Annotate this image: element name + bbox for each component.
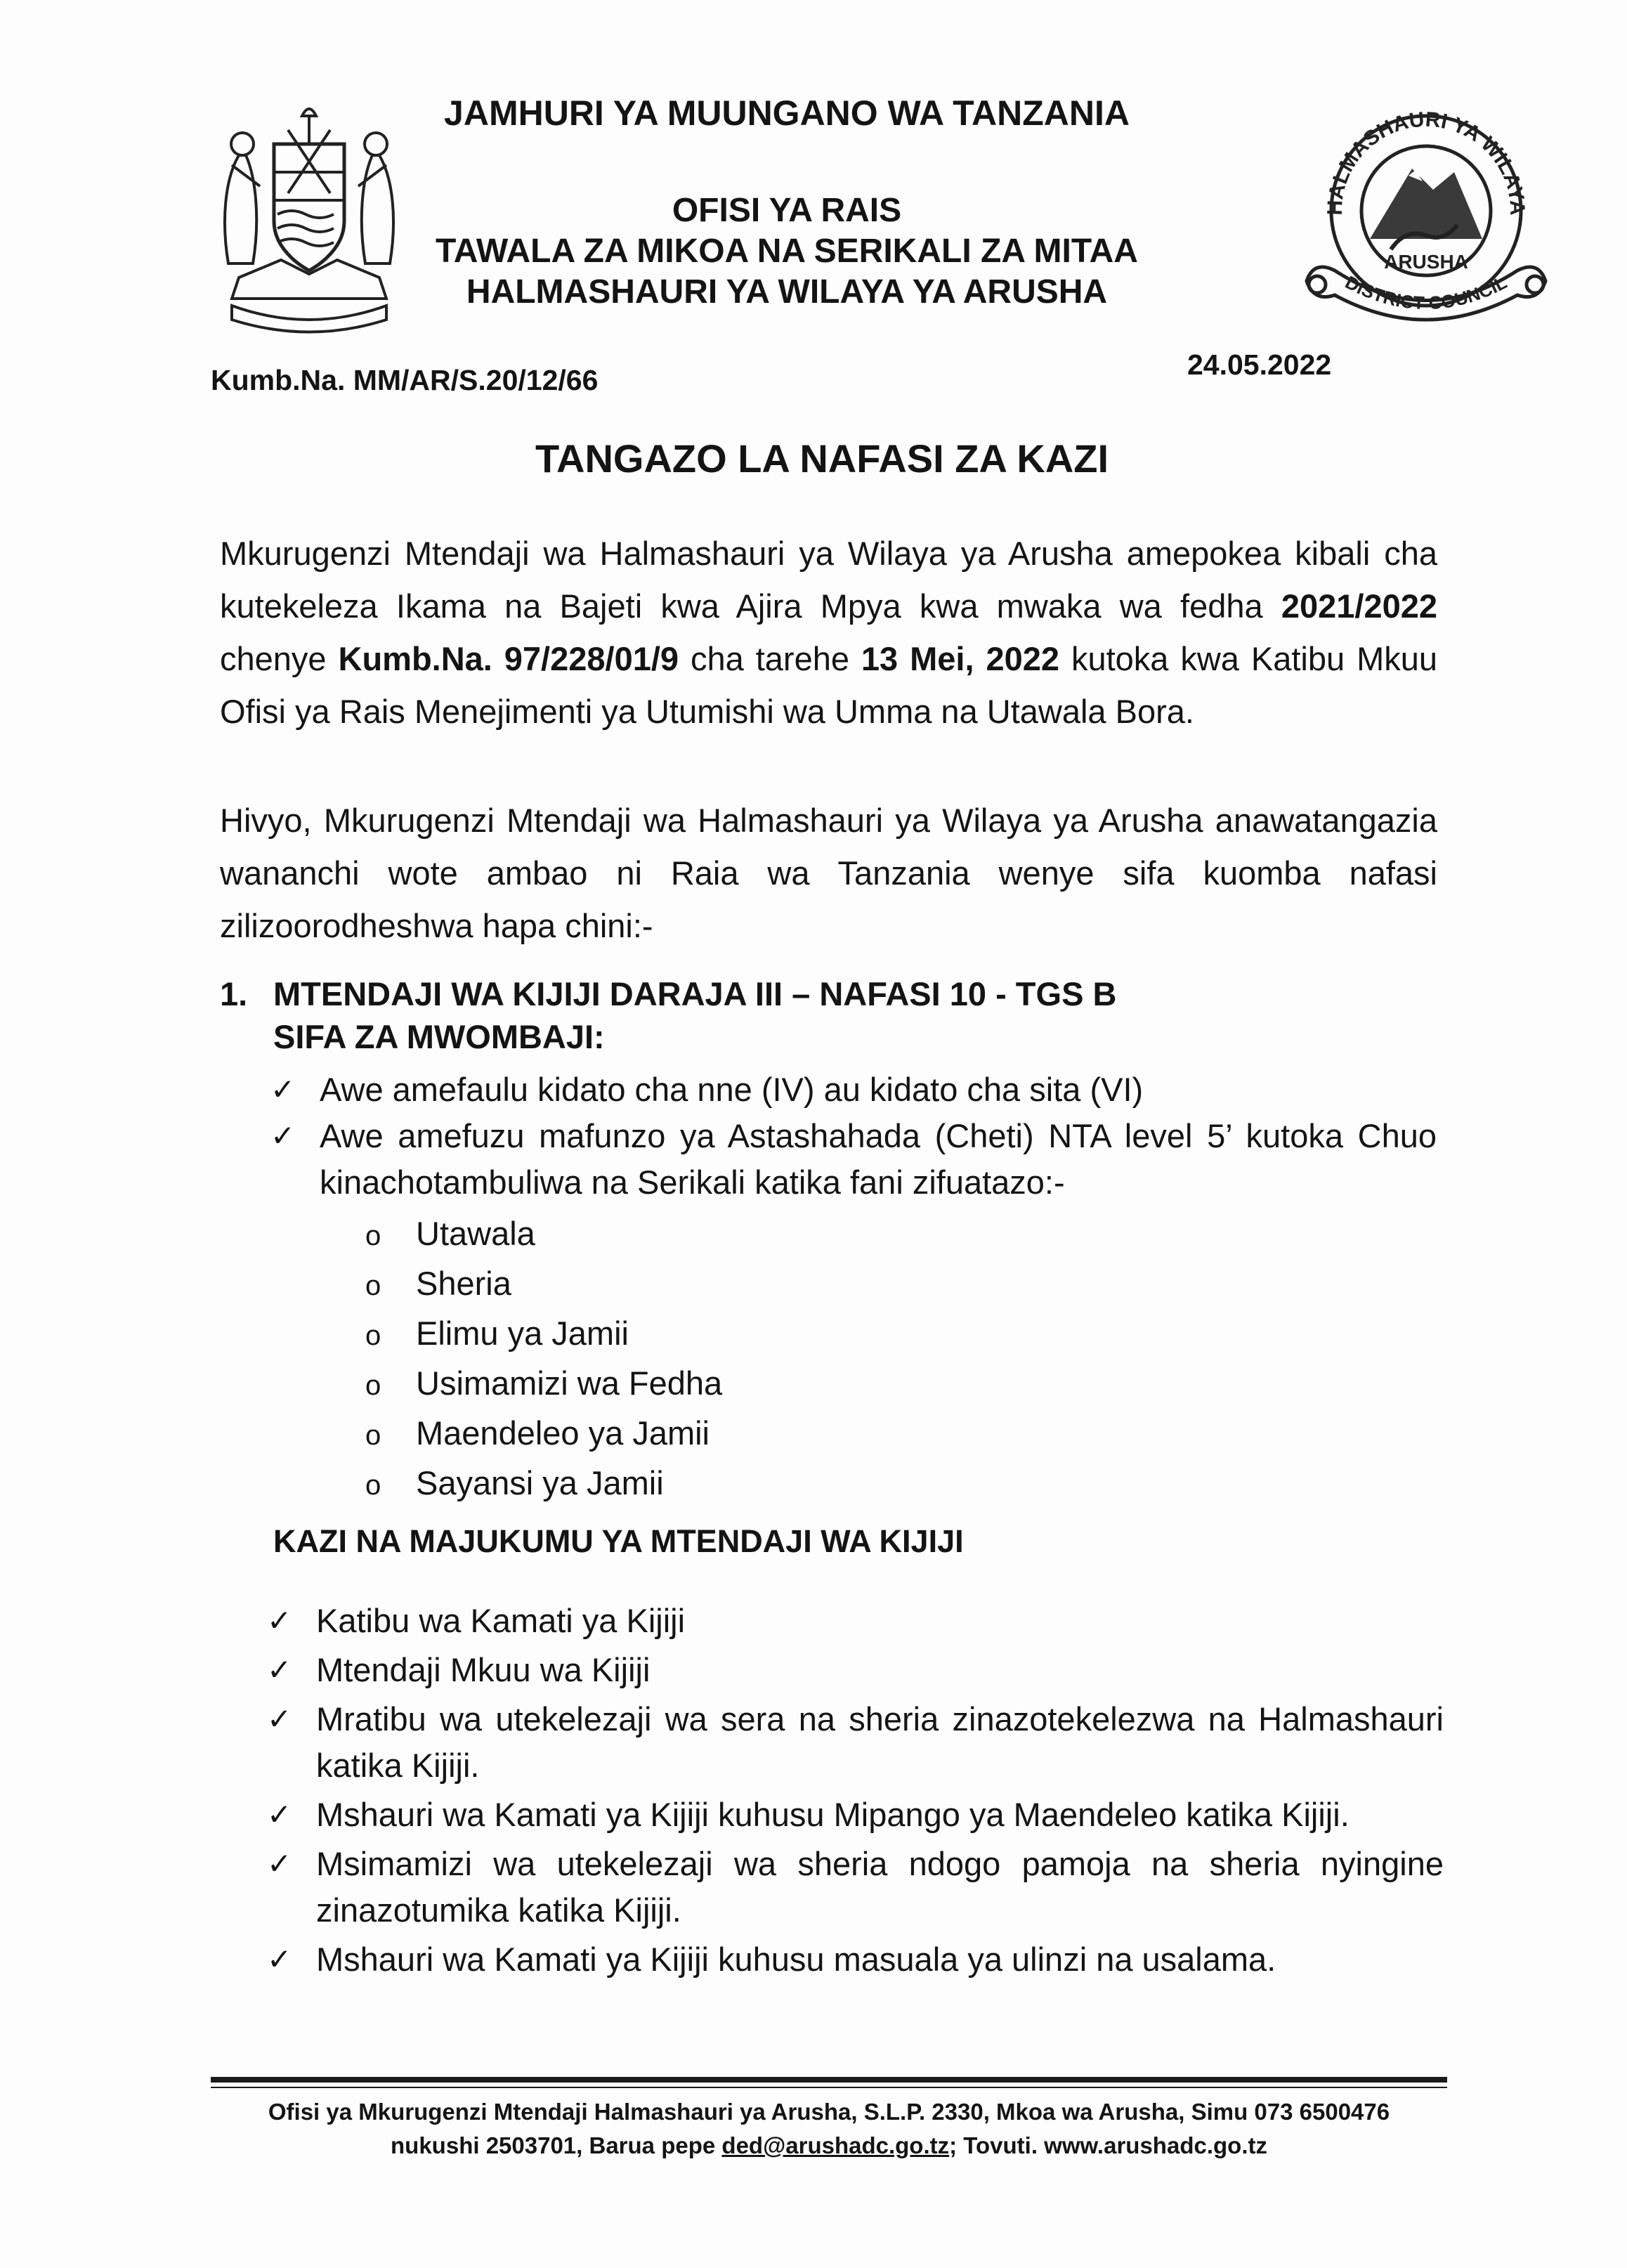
check-icon: ✓ <box>267 1846 292 1881</box>
header-line-4: HALMASHAURI YA WILAYA YA ARUSHA <box>466 273 1108 311</box>
check-icon: ✓ <box>267 1702 292 1736</box>
footer-website-text: ; Tovuti. www.arushadc.go.tz <box>949 2132 1267 2158</box>
field-text: Maendeleo ya Jamii <box>416 1414 710 1452</box>
list-item <box>365 1260 722 1310</box>
duty-text: Mtendaji Mkuu wa Kijiji <box>316 1651 651 1688</box>
check-icon: ✓ <box>267 1797 292 1832</box>
list-item <box>267 1792 1444 1838</box>
duty-text: Mshauri wa Kamati ya Kijiji kuhusu masuala ya ulinzi na usalama. <box>316 1941 1276 1978</box>
duty-text: Katibu wa Kamati ya Kijiji <box>316 1602 686 1639</box>
bullet-icon: o <box>365 1470 381 1501</box>
paragraph-1 <box>220 527 1437 738</box>
coat-of-arms-icon <box>211 102 407 334</box>
check-icon: ✓ <box>267 1603 292 1638</box>
qualification-text: Awe amefuzu mafunzo ya Astashahada (Cheti) NTA level 5’ kutoka Chuo kinachotambuliwa na Serikali katika fani zifuatazo:- <box>320 1117 1437 1201</box>
duty-text: Mratibu wa utekelezaji wa sera na sheria zinazotekelezwa na Halmashauri katika Kijiji. <box>316 1700 1444 1784</box>
duties-list <box>267 1598 1444 1983</box>
paragraph-1-year: 2021/2022 <box>1281 587 1437 625</box>
document-date: 24.05.2022 <box>1187 348 1332 381</box>
seal-text-top: HALMASHAURI YA WILAYA <box>1323 107 1529 216</box>
section-1-number: 1. <box>220 975 248 1012</box>
paragraph-1-text-g: kutoka kwa Katibu Mkuu Ofisi ya Rais Menejimenti ya Utumishi wa Umma na Utawala Bora. <box>220 640 1438 730</box>
list-item <box>270 1067 1437 1113</box>
header-line-3: TAWALA ZA MIKOA NA SERIKALI ZA MITAA <box>436 233 1138 270</box>
footer-line-1: Ofisi ya Mkurugenzi Mtendaji Halmashauri ya Arusha, S.L.P. 2330, Mkoa wa Arusha, Simu 073 6500476 <box>268 2099 1390 2125</box>
list-item <box>267 1936 1444 1983</box>
bullet-icon: o <box>365 1370 381 1401</box>
field-text: Elimu ya Jamii <box>416 1315 629 1352</box>
bullet-icon: o <box>365 1420 381 1451</box>
district-council-seal-icon <box>1293 105 1560 344</box>
duty-text: Mshauri wa Kamati ya Kijiji kuhusu Mipango ya Maendeleo katika Kijiji. <box>316 1796 1350 1833</box>
duty-text: Msimamizi wa utekelezaji wa sheria ndogo pamoja na sheria nyingine zinazotumika katika Kijiji. <box>316 1845 1444 1929</box>
header-line-1: JAMHURI YA MUUNGANO WA TANZANIA <box>444 93 1130 133</box>
bullet-icon: o <box>365 1320 381 1351</box>
paragraph-1-text-e: cha tarehe <box>679 640 861 677</box>
check-icon: ✓ <box>270 1072 296 1107</box>
header-line-2: OFISI YA RAIS <box>672 192 902 229</box>
footer-email-link[interactable]: ded@arushadc.go.tz <box>721 2132 950 2158</box>
list-item <box>267 1647 1444 1693</box>
list-item <box>365 1360 722 1409</box>
list-item <box>365 1409 722 1459</box>
footer-fax-text: nukushi 2503701, Barua pepe <box>391 2132 722 2158</box>
field-text: Sheria <box>416 1265 511 1302</box>
fields-list <box>365 1210 722 1509</box>
paragraph-1-text-a: Mkurugenzi Mtendaji wa Halmashauri ya Wilaya ya Arusha amepokea kibali cha kutekeleza Ikama na Bajeti kwa Ajira Mpya kwa mwaka wa fedha <box>220 535 1437 625</box>
check-icon: ✓ <box>270 1119 296 1153</box>
footer-divider-thick <box>211 2077 1447 2083</box>
paragraph-1-text-c: chenye <box>220 640 339 677</box>
field-text: Utawala <box>416 1215 535 1252</box>
list-item <box>365 1459 722 1509</box>
reference-number: Kumb.Na. MM/AR/S.20/12/66 <box>211 364 599 396</box>
list-item <box>365 1310 722 1360</box>
bullet-icon: o <box>365 1220 381 1251</box>
footer-divider-thin <box>211 2087 1447 2088</box>
paragraph-1-reference: Kumb.Na. 97/228/01/9 <box>338 640 679 677</box>
list-item <box>267 1841 1444 1934</box>
seal-text-mid: ARUSHA <box>1384 251 1468 273</box>
section-1-subheading: SIFA ZA MWOMBAJI: <box>273 1018 605 1055</box>
section-1-heading-text: MTENDAJI WA KIJIJI DARAJA III – NAFASI 10 - TGS B <box>273 975 1117 1012</box>
list-item <box>365 1210 722 1260</box>
paragraph-2: Hivyo, Mkurugenzi Mtendaji wa Halmashauri ya Wilaya ya Arusha anawatangazia wananchi wote ambao ni Raia wa Tanzania wenye sifa kuomba nafasi zilizoorodheshwa hapa chini:- <box>220 802 1437 944</box>
footer-line-2 <box>176 2129 1482 2163</box>
page-title: TANGAZO LA NAFASI ZA KAZI <box>535 436 1109 481</box>
list-item <box>267 1598 1444 1644</box>
duties-heading: KAZI NA MAJUKUMU YA MTENDAJI WA KIJIJI <box>273 1523 964 1559</box>
qualification-text: Awe amefaulu kidato cha nne (IV) au kidato cha sita (VI) <box>320 1071 1144 1108</box>
qualifications-list <box>270 1067 1437 1206</box>
field-text: Usimamizi wa Fedha <box>416 1364 723 1402</box>
paragraph-1-date: 13 Mei, 2022 <box>861 640 1060 677</box>
bullet-icon: o <box>365 1270 381 1301</box>
field-text: Sayansi ya Jamii <box>416 1464 664 1501</box>
section-1-heading <box>220 971 1116 1017</box>
check-icon: ✓ <box>267 1653 292 1687</box>
list-item <box>270 1113 1437 1206</box>
list-item <box>267 1696 1444 1789</box>
seal-text-bottom: DISTRICT COUNCIL <box>1342 271 1510 314</box>
svg-text:DISTRICT COUNCIL <box>1342 271 1510 313</box>
check-icon: ✓ <box>267 1942 292 1976</box>
